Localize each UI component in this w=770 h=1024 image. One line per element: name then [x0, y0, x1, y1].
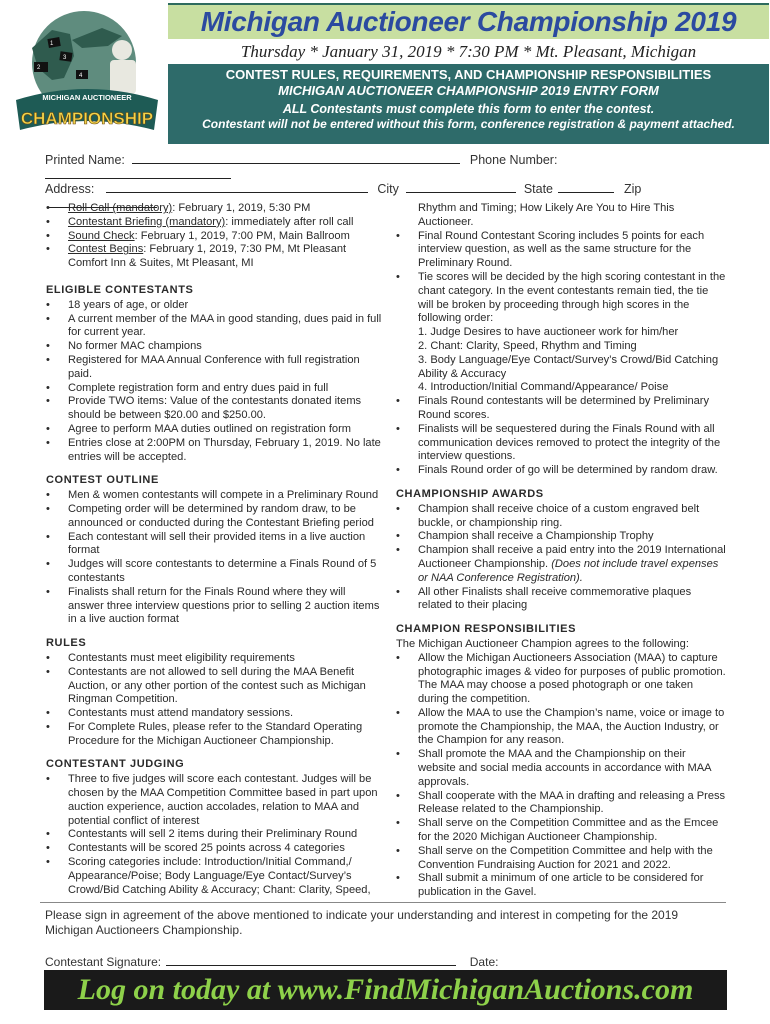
- agreement-text: Please sign in agreement of the above mentioned to indicate your understanding and interest in competing for the 2019 Michigan Auctioneers Championship.: [45, 908, 679, 937]
- list-item: • Contestants are not allowed to sell during the MAA Benefit Auction, or any other portion of the contest such as Michigan Ringman Competition.: [46, 666, 384, 707]
- banner-line-2: MICHIGAN AUCTIONEER CHAMPIONSHIP 2019 ENTRY FORM: [278, 83, 659, 98]
- event-subtitle: Thursday * January 31, 2019 * 7:30 PM * Mt. Pleasant, Michigan: [240, 42, 697, 61]
- list-item: • Men & women contestants will compete in a Preliminary Round: [46, 489, 384, 503]
- website-banner: [44, 970, 727, 1010]
- list-item: • Registered for MAA Annual Conference with full registration paid.: [46, 354, 384, 382]
- list-item: • Contestants will sell 2 items during their Preliminary Round: [46, 828, 384, 842]
- list-item: • Competing order will be determined by random draw, to be announced or conducted during the Contestant Briefing period: [46, 503, 384, 531]
- signature-field[interactable]: [166, 954, 456, 966]
- state-field[interactable]: [558, 181, 614, 193]
- address-field[interactable]: [106, 181, 368, 193]
- state-label: State: [523, 182, 553, 196]
- website-link[interactable]: Log on today at www.FindMichiganAuctions.com: [77, 973, 694, 1006]
- list-item: • Judges will score contestants to determine a Finals Round of 5 contestants: [46, 558, 384, 586]
- list-item: • All other Finalists shall receive commemorative plaques related to their placing: [396, 586, 726, 614]
- logo-main-text: CHAMPIONSHIP: [20, 109, 154, 128]
- championship-logo: [12, 8, 162, 143]
- list-item: • Shall cooperate with the MAA in drafting and releasing a Press Release related to the Championship.: [396, 790, 726, 818]
- list-item: • Allow the Michigan Auctioneers Association (MAA) to capture photographic images & video for purposes of public promotion. The MAA may choose a posed photograph or one taken during the competition.: [396, 652, 726, 707]
- logo-top-text: MICHIGAN AUCTIONEER: [42, 93, 132, 102]
- list-item: • Finals Round order of go will be determined by random draw.: [396, 464, 726, 478]
- list-item: • Finalists will be sequestered during the Finals Round with all communication devices removed to protect the integrity of the interview questions.: [396, 423, 726, 464]
- responsibilities-intro: The Michigan Auctioneer Champion agrees to the following:: [396, 637, 689, 650]
- list-item: • Shall promote the MAA and the Championship on their website and social media accounts in accordance with MAA approvals.: [396, 748, 726, 789]
- list-item: • Shall serve on the Competition Committee and as the Emcee for the 2020 Michigan Auctioneer Championship.: [396, 817, 726, 845]
- outline-list: [46, 489, 384, 627]
- list-item: • Shall submit a minimum of one article to be considered for publication in the Gavel.: [396, 872, 726, 900]
- rules-banner: [168, 64, 769, 144]
- section-divider: [40, 902, 726, 903]
- list-item: • Contestants must meet eligibility requirements: [46, 652, 384, 666]
- list-item: • Scoring categories include: Introduction/Initial Command,/ Appearance/Poise; Body Language/Eye Contact/Survey’s Crowd/Bid Catching Ability & Accuracy; Chant: Clarity, Speed,: [46, 856, 384, 897]
- schedule-item: • Roll Call (mandatory): February 1, 2019, 5:30 PM: [46, 202, 384, 216]
- list-item: • Agree to perform MAA duties outlined on registration form: [46, 423, 384, 437]
- list-item: • Final Round Contestant Scoring includes 5 points for each interview question, as well as the same structure for the Preliminary Round.: [396, 230, 726, 271]
- banner-line-3: ALL Contestants must complete this form to enter the contest.: [282, 102, 655, 116]
- list-item: • Complete registration form and entry dues paid in full: [46, 382, 384, 396]
- list-item: • Finalists shall return for the Finals Round where they will answer three interview questions prior to selling 2 auction items in a live auction format: [46, 586, 384, 627]
- schedule-item: • Sound Check: February 1, 2019, 7:00 PM, Main Ballroom: [46, 230, 384, 244]
- schedule-item: • Contest Begins: February 1, 2019, 7:30 PM, Mt Pleasant Comfort Inn & Suites, Mt Pleasant, MI: [46, 243, 384, 271]
- title-band: [168, 3, 769, 39]
- city-label: City: [377, 182, 399, 196]
- list-item: • Three to five judges will score each contestant. Judges will be chosen by the MAA Competition Committee based in part upon auction experience, auction accolades, relation to MAA and potential conflict of interest: [46, 773, 384, 828]
- list-item: • Allow the MAA to use the Champion’s name, voice or image to promote the Championship, the MAA, the Auction Industry, or the Champion for any reason.: [396, 707, 726, 748]
- list-item: • Entries close at 2:00PM on Thursday, February 1, 2019. No late entries will be accepted.: [46, 437, 384, 465]
- list-item: • Contestants must attend mandatory sessions.: [46, 707, 384, 721]
- list-item: • Finals Round contestants will be determined by Preliminary Round scores.: [396, 395, 726, 423]
- svg-text:3: 3: [63, 55, 67, 61]
- city-field[interactable]: [406, 181, 516, 193]
- schedule-list: [46, 202, 384, 271]
- finals-list: [396, 395, 726, 478]
- svg-text:1: 1: [50, 41, 54, 47]
- svg-text:4: 4: [79, 73, 83, 79]
- list-item: • No former MAC champions: [46, 340, 384, 354]
- list-item: • 18 years of age, or older: [46, 299, 384, 313]
- awards-list: [396, 503, 726, 613]
- list-item: • Shall serve on the Competition Committee and help with the Convention Fundraising Auction for 2021 and 2022.: [396, 845, 726, 873]
- responsibilities-heading: CHAMPION RESPONSIBILITIES: [396, 623, 577, 636]
- list-item: • Tie scores will be decided by the high scoring contestant in the chant category. In the event contestants remain tied, the tie will be broken by proceeding through high scores in the following order:: [396, 271, 726, 326]
- responsibilities-list: [396, 652, 726, 900]
- banner-line-1: CONTEST RULES, REQUIREMENTS, AND CHAMPIONSHIP RESPONSIBILITIES: [225, 67, 712, 82]
- name-phone-row: [45, 152, 725, 182]
- eligible-list: [46, 299, 384, 465]
- date-label: Date:: [469, 955, 499, 969]
- judging-list-continued: [396, 230, 726, 327]
- page-title: Michigan Auctioneer Championship 2019: [200, 6, 737, 37]
- list-item: • Contestants will be scored 25 points across 4 categories: [46, 842, 384, 856]
- tiebreak-item: 3. Body Language/Eye Contact/Survey’s Crowd/Bid Catching Ability & Accuracy: [418, 353, 719, 380]
- printed-name-label: Printed Name:: [45, 153, 125, 167]
- tiebreak-item: 4. Introduction/Initial Command/Appearance/ Poise: [418, 381, 669, 394]
- judging-heading: CONTESTANT JUDGING: [46, 758, 185, 771]
- list-item: • For Complete Rules, please refer to the Standard Operating Procedure for the Michigan Auctioneer Championship.: [46, 721, 384, 749]
- awards-heading: CHAMPIONSHIP AWARDS: [396, 487, 544, 500]
- signature-label: Contestant Signature:: [45, 955, 162, 969]
- judging-list: [46, 773, 384, 897]
- tiebreak-order: [396, 326, 726, 395]
- phone-field[interactable]: [45, 167, 231, 179]
- eligible-heading: ELIGIBLE CONTESTANTS: [46, 283, 194, 296]
- list-item: • Champion shall receive a Championship Trophy: [396, 530, 726, 544]
- zip-label: Zip: [623, 182, 642, 196]
- left-column: [46, 202, 384, 897]
- outline-heading: CONTEST OUTLINE: [46, 474, 159, 487]
- list-item: • Champion shall receive choice of a custom engraved belt buckle, or championship ring.: [396, 503, 726, 531]
- list-item: • Champion shall receive a paid entry into the 2019 International Auctioneer Championship. (Does not include travel expenses or NAA Conference Registration).: [396, 544, 726, 585]
- list-item: • Provide TWO items: Value of the contestants donated items should be between $20.00 and $250.00.: [46, 395, 384, 423]
- phone-label: Phone Number:: [469, 153, 558, 167]
- rules-list: [46, 652, 384, 749]
- printed-name-field[interactable]: [132, 152, 460, 164]
- tiebreak-item: 1. Judge Desires to have auctioneer work for him/her: [418, 326, 679, 339]
- svg-text:2: 2: [37, 65, 41, 71]
- address-label: Address:: [45, 182, 95, 196]
- tiebreak-item: 2. Chant: Clarity, Speed, Rhythm and Timing: [418, 339, 637, 352]
- banner-line-4: Contestant will not be entered without this form, conference registration & payment attached.: [202, 117, 735, 131]
- schedule-item: • Contestant Briefing (mandatory): immediately after roll call: [46, 216, 384, 230]
- right-column: [396, 202, 726, 900]
- rules-heading: RULES: [46, 637, 87, 650]
- judging-continuation: Rhythm and Timing; How Likely Are You to Hire This Auctioneer.: [418, 202, 675, 228]
- list-item: • A current member of the MAA in good standing, dues paid in full for current year.: [46, 313, 384, 341]
- list-item: • Each contestant will sell their provided items in a live auction format: [46, 531, 384, 559]
